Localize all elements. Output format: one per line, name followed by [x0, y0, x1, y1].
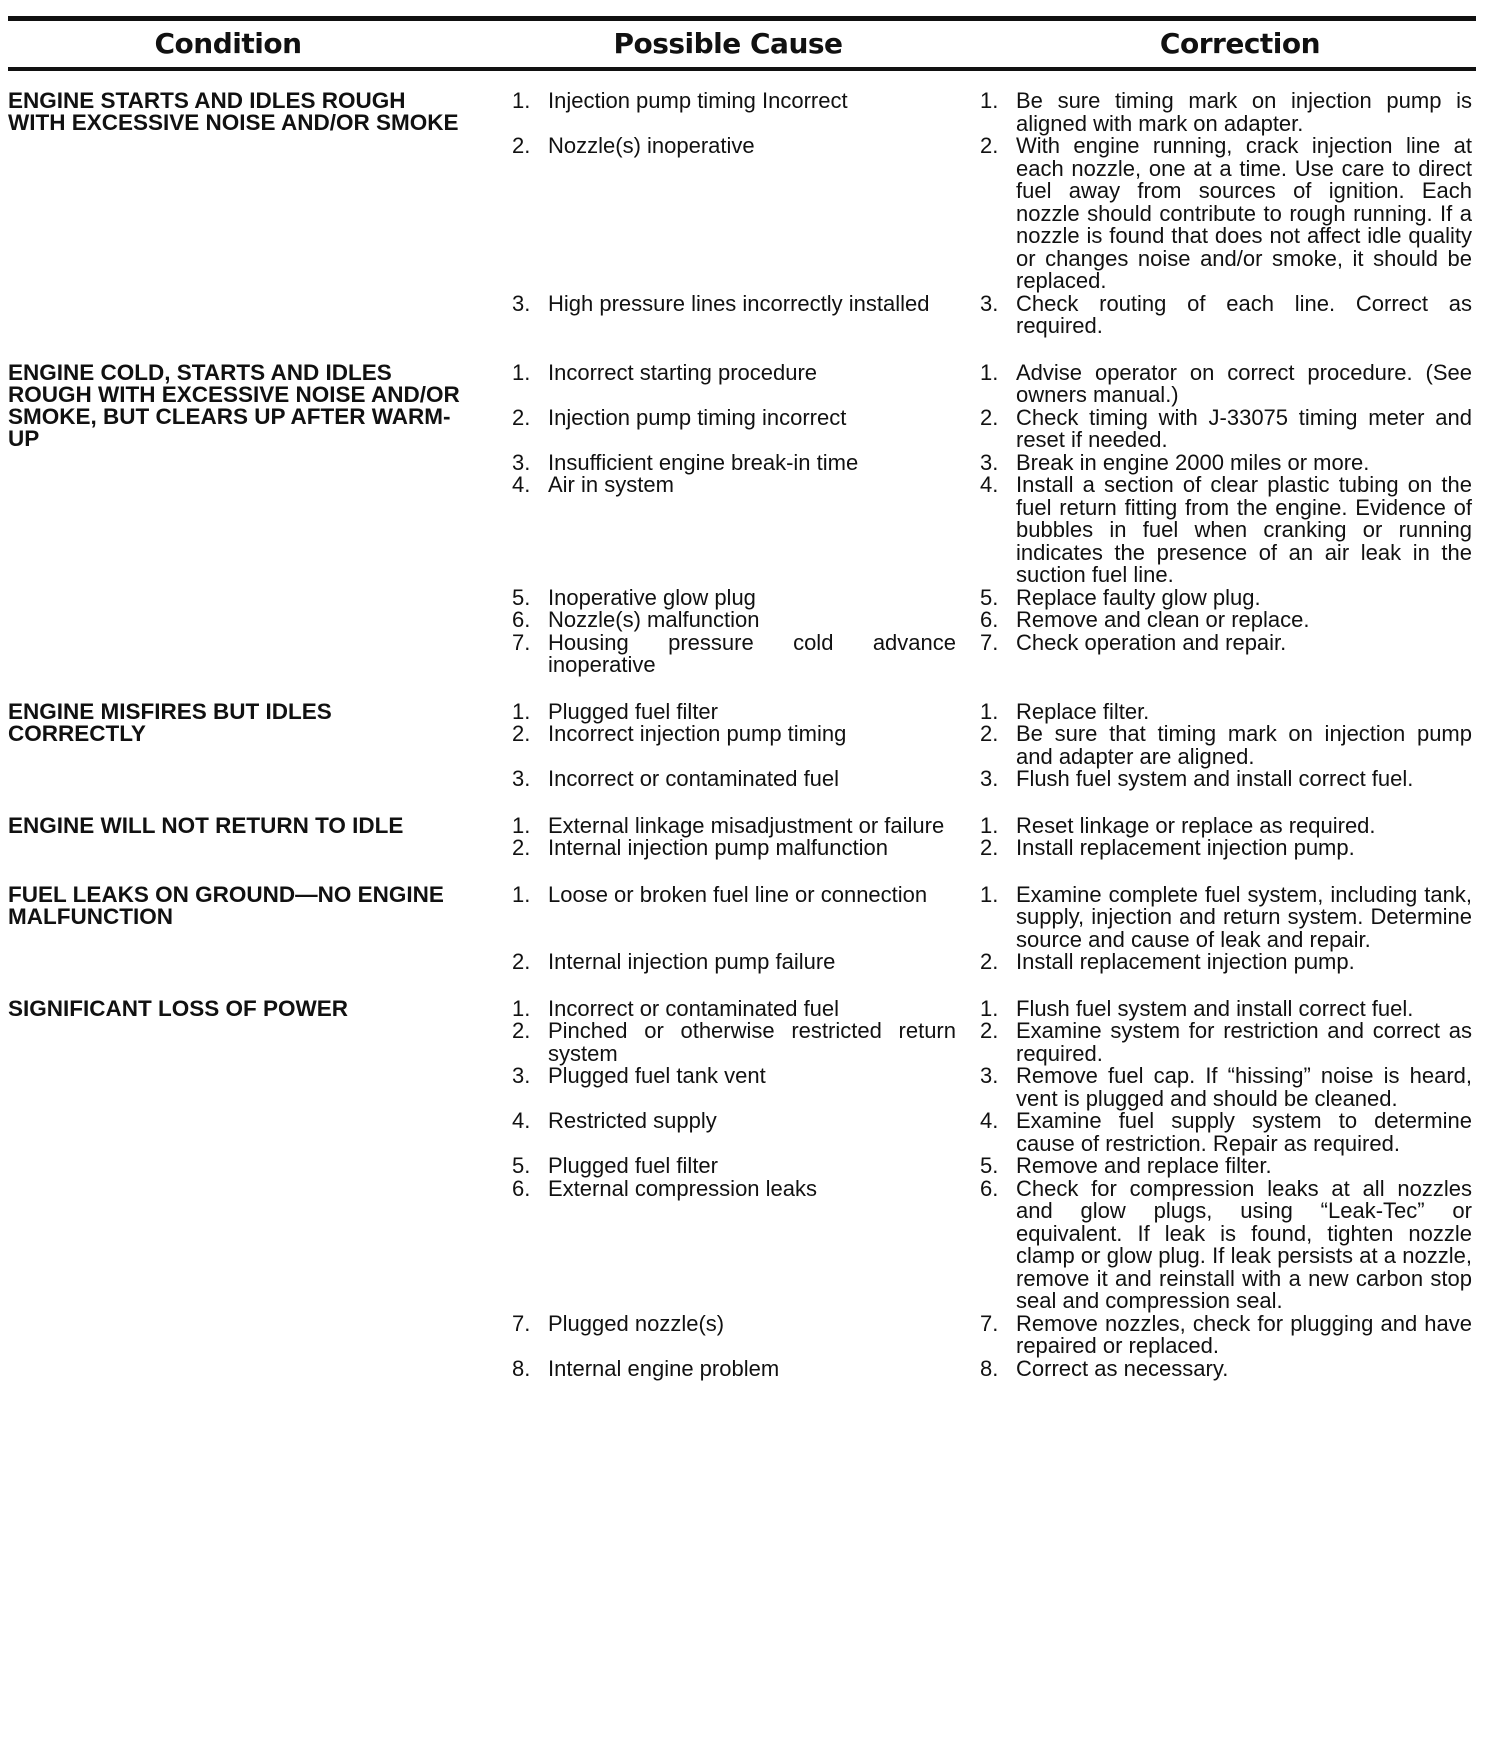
correction-cell — [980, 951, 1472, 974]
table-row — [512, 812, 1472, 838]
condition-text: ENGINE MISFIRES BUT IDLES CORRECTLY — [8, 698, 332, 746]
cause-cell — [512, 474, 980, 587]
condition-text: ENGINE WILL NOT RETURN TO IDLE — [8, 812, 404, 838]
cause-number: 2. — [512, 1018, 531, 1043]
cause-text: Incorrect or contaminated fuel — [548, 995, 840, 1021]
condition-group — [0, 359, 1504, 677]
correction-text: Check operation and repair. — [1016, 629, 1287, 655]
correction-number: 5. — [980, 584, 999, 610]
table-row — [512, 90, 1472, 135]
cause-text: Air in system — [548, 472, 674, 497]
cause-number: 2. — [512, 404, 531, 430]
correction-cell — [980, 449, 1472, 475]
cause-cell — [512, 723, 980, 768]
condition-group — [0, 90, 1504, 338]
correction-number: 1. — [980, 359, 999, 385]
table-row — [512, 1155, 1472, 1178]
cause-cell — [512, 1065, 980, 1110]
correction-number: 1. — [980, 698, 999, 724]
cause-text: High pressure lines incorrectly installed — [548, 290, 930, 316]
cause-cell — [512, 1110, 980, 1155]
correction-cell — [980, 584, 1472, 610]
table-row — [512, 723, 1472, 768]
cause-cell — [512, 584, 980, 610]
correction-text: Remove fuel cap. If “hissing” noise is heard, vent is plugged and should be cleaned. — [1016, 1063, 1472, 1111]
cause-text: Internal engine problem — [548, 1355, 780, 1381]
cause-number: 1. — [512, 359, 531, 385]
cause-text: Insufficient engine break-in time — [548, 449, 859, 475]
cause-text: Inoperative glow plug — [548, 584, 756, 610]
table-row — [512, 584, 1472, 610]
correction-cell — [980, 1310, 1472, 1358]
correction-text: Be sure timing mark on injection pump is aligned with mark on adapter. — [1016, 88, 1472, 136]
table-row — [512, 474, 1472, 587]
cause-number: 7. — [512, 629, 531, 655]
correction-cell — [980, 723, 1472, 768]
cause-text: Restricted supply — [548, 1108, 717, 1133]
cause-cell — [512, 290, 980, 338]
cause-text: Pinched or otherwise restricted return system — [548, 1018, 956, 1066]
correction-number: 8. — [980, 1355, 999, 1381]
correction-text: Replace filter. — [1016, 698, 1150, 724]
correction-text: Flush fuel system and install correct fuel. — [1016, 995, 1414, 1021]
correction-number: 6. — [980, 1175, 999, 1201]
correction-cell — [980, 629, 1472, 677]
table-row — [512, 135, 1472, 293]
table-row — [512, 1020, 1472, 1065]
correction-text: Install replacement injection pump. — [1016, 835, 1355, 860]
condition-group — [0, 812, 1504, 860]
correction-cell — [980, 837, 1472, 860]
cause-cell — [512, 629, 980, 677]
correction-number: 5. — [980, 1153, 999, 1178]
cause-text: Nozzle(s) inoperative — [548, 133, 755, 158]
correction-number: 7. — [980, 629, 999, 655]
table-row — [512, 1065, 1472, 1110]
correction-text: Replace faulty glow plug. — [1016, 584, 1261, 610]
table-row — [512, 698, 1472, 724]
correction-number: 7. — [980, 1310, 999, 1336]
correction-text: Flush fuel system and install correct fuel. — [1016, 766, 1414, 791]
correction-text: Remove and replace filter. — [1016, 1153, 1272, 1178]
correction-text: Install a section of clear plastic tubing on the fuel return fitting from the engine. Evidence of bubbles in fuel when cranking or running indicates the presence of an air leak in the suction fuel line. — [1016, 472, 1472, 587]
correction-text: Check timing with J-33075 timing meter and reset if needed. — [1016, 404, 1472, 452]
correction-cell — [980, 90, 1472, 135]
cause-number: 1. — [512, 698, 531, 724]
correction-number: 1. — [980, 995, 999, 1021]
condition-group — [0, 698, 1504, 791]
table-row — [512, 359, 1472, 407]
cause-cell — [512, 449, 980, 475]
correction-number: 3. — [980, 449, 999, 475]
cause-cell — [512, 135, 980, 293]
cause-cell — [512, 698, 980, 724]
correction-cell — [980, 1065, 1472, 1110]
cause-cell — [512, 1020, 980, 1065]
correction-cell — [980, 1020, 1472, 1065]
correction-number: 1. — [980, 881, 999, 907]
condition-text: SIGNIFICANT LOSS OF POWER — [8, 995, 349, 1021]
correction-cell — [980, 698, 1472, 724]
table-row — [512, 881, 1472, 952]
correction-cell — [980, 1175, 1472, 1313]
table-row — [512, 449, 1472, 475]
cause-text: Plugged nozzle(s) — [548, 1310, 725, 1336]
table-row — [512, 837, 1472, 860]
correction-text: Check routing of each line. Correct as required. — [1016, 290, 1472, 338]
cause-text: Plugged fuel filter — [548, 1153, 718, 1178]
cause-number: 3. — [512, 1063, 531, 1088]
cause-number: 1. — [512, 881, 531, 907]
cause-number: 1. — [512, 88, 531, 113]
correction-cell — [980, 1110, 1472, 1155]
correction-number: 3. — [980, 290, 999, 316]
correction-cell — [980, 474, 1472, 587]
cause-number: 8. — [512, 1355, 531, 1381]
correction-text: Correct as necessary. — [1016, 1355, 1229, 1381]
correction-text: Examine system for restriction and correct as required. — [1016, 1018, 1472, 1066]
correction-cell — [980, 1355, 1472, 1381]
cause-cell — [512, 951, 980, 974]
cause-text: External linkage misadjustment or failure — [548, 812, 945, 838]
cause-cell — [512, 812, 980, 838]
correction-text: Remove nozzles, check for plugging and have repaired or replaced. — [1016, 1310, 1472, 1358]
cause-number: 3. — [512, 290, 531, 316]
correction-number: 2. — [980, 721, 999, 746]
correction-cell — [980, 404, 1472, 452]
cause-cell — [512, 881, 980, 952]
cause-cell — [512, 995, 980, 1021]
header-rule — [8, 67, 1476, 71]
cause-cell — [512, 90, 980, 135]
cause-cell — [512, 1175, 980, 1313]
condition-text: ENGINE COLD, STARTS AND IDLES ROUGH WITH EXCESSIVE NOISE AND/OR SMOKE, BUT CLEARS UP AFTER WARM-UP — [8, 359, 460, 451]
condition-group — [0, 881, 1504, 974]
table-row — [512, 951, 1472, 974]
correction-number: 3. — [980, 766, 999, 791]
correction-cell — [980, 1155, 1472, 1178]
correction-cell — [980, 768, 1472, 791]
cause-cell — [512, 837, 980, 860]
table-row — [512, 290, 1472, 338]
correction-number: 6. — [980, 607, 999, 632]
cause-number: 6. — [512, 607, 531, 632]
cause-text: Injection pump timing Incorrect — [548, 88, 848, 113]
cause-text: Incorrect injection pump timing — [548, 721, 847, 746]
cause-number: 2. — [512, 835, 531, 860]
cause-number: 7. — [512, 1310, 531, 1336]
correction-text: Advise operator on correct procedure. (See owners manual.) — [1016, 359, 1472, 407]
correction-cell — [980, 881, 1472, 952]
correction-text: Break in engine 2000 miles or more. — [1016, 449, 1370, 475]
correction-number: 2. — [980, 835, 999, 860]
table-row — [512, 629, 1472, 677]
table-row — [512, 768, 1472, 791]
cause-number: 3. — [512, 449, 531, 475]
correction-cell — [980, 290, 1472, 338]
table-row — [512, 1175, 1472, 1313]
cause-number: 3. — [512, 766, 531, 791]
table-row — [512, 609, 1472, 632]
cause-text: Plugged fuel tank vent — [548, 1063, 766, 1088]
condition-text: ENGINE STARTS AND IDLES ROUGH WITH EXCESSIVE NOISE AND/OR SMOKE — [8, 88, 459, 135]
possible-cause-header: Possible Cause — [613, 27, 843, 60]
correction-number: 4. — [980, 1108, 999, 1133]
cause-cell — [512, 1355, 980, 1381]
cause-number: 2. — [512, 133, 531, 158]
cause-number: 5. — [512, 1153, 531, 1178]
cause-text: Loose or broken fuel line or connection — [548, 881, 928, 907]
correction-text: Remove and clean or replace. — [1016, 607, 1310, 632]
cause-text: Internal injection pump malfunction — [548, 835, 888, 860]
correction-number: 3. — [980, 1063, 999, 1088]
correction-text: With engine running, crack injection line at each nozzle, one at a time. Use care to direct fuel away from sources of ignition. Each nozzle should contribute to rough running. If a nozzle is found that does not affect idle quality or changes noise and/or smoke, it should be replaced. — [1016, 133, 1472, 293]
correction-number: 2. — [980, 949, 999, 974]
table-row — [512, 1355, 1472, 1381]
cause-number: 1. — [512, 995, 531, 1021]
correction-number: 2. — [980, 1018, 999, 1043]
troubleshooting-table — [0, 90, 1504, 1404]
correction-text: Examine complete fuel system, including tank, supply, injection and return system. Determine source and cause of leak and repair. — [1016, 881, 1472, 952]
correction-cell — [980, 609, 1472, 632]
table-row — [512, 1110, 1472, 1155]
cause-number: 2. — [512, 721, 531, 746]
cause-number: 4. — [512, 1108, 531, 1133]
correction-cell — [980, 135, 1472, 293]
cause-text: Plugged fuel filter — [548, 698, 718, 724]
correction-number: 4. — [980, 472, 999, 497]
cause-number: 1. — [512, 812, 531, 838]
table-row — [512, 404, 1472, 452]
correction-text: Install replacement injection pump. — [1016, 949, 1355, 974]
cause-text: Nozzle(s) malfunction — [548, 607, 760, 632]
correction-text: Check for compression leaks at all nozzles and glow plugs, using “Leak-Tec” or equivalent. If leak is found, tighten nozzle clamp or glow plug. If leak persists at a nozzle, remove it and reinstall with a new carbon stop seal and compression seal. — [1016, 1175, 1472, 1313]
cause-number: 6. — [512, 1175, 531, 1201]
condition-group — [0, 995, 1504, 1381]
correction-text: Reset linkage or replace as required. — [1016, 812, 1376, 838]
correction-text: Examine fuel supply system to determine cause of restriction. Repair as required. — [1016, 1108, 1472, 1156]
cause-cell — [512, 1155, 980, 1178]
correction-text: Be sure that timing mark on injection pump and adapter are aligned. — [1016, 721, 1472, 769]
cause-text: Incorrect or contaminated fuel — [548, 766, 840, 791]
cause-number: 5. — [512, 584, 531, 610]
cause-number: 4. — [512, 472, 531, 497]
cause-cell — [512, 609, 980, 632]
cause-text: Incorrect starting procedure — [548, 359, 818, 385]
cause-text: Internal injection pump failure — [548, 949, 836, 974]
table-row — [512, 1310, 1472, 1358]
cause-cell — [512, 1310, 980, 1358]
condition-header: Condition — [154, 27, 302, 60]
correction-number: 2. — [980, 133, 999, 158]
correction-number: 2. — [980, 404, 999, 430]
cause-number: 2. — [512, 949, 531, 974]
correction-cell — [980, 359, 1472, 407]
correction-cell — [980, 995, 1472, 1021]
cause-cell — [512, 768, 980, 791]
cause-text: External compression leaks — [548, 1175, 818, 1201]
cause-text: Injection pump timing incorrect — [548, 404, 847, 430]
correction-number: 1. — [980, 812, 999, 838]
correction-number: 1. — [980, 88, 999, 113]
cause-cell — [512, 359, 980, 407]
top-rule — [8, 16, 1476, 21]
cause-text: Housing pressure cold advance inoperative — [548, 629, 956, 677]
table-row — [512, 995, 1472, 1021]
condition-text: FUEL LEAKS ON GROUND—NO ENGINE MALFUNCTION — [8, 881, 444, 929]
correction-cell — [980, 812, 1472, 838]
cause-cell — [512, 404, 980, 452]
correction-header: Correction — [1159, 27, 1321, 60]
